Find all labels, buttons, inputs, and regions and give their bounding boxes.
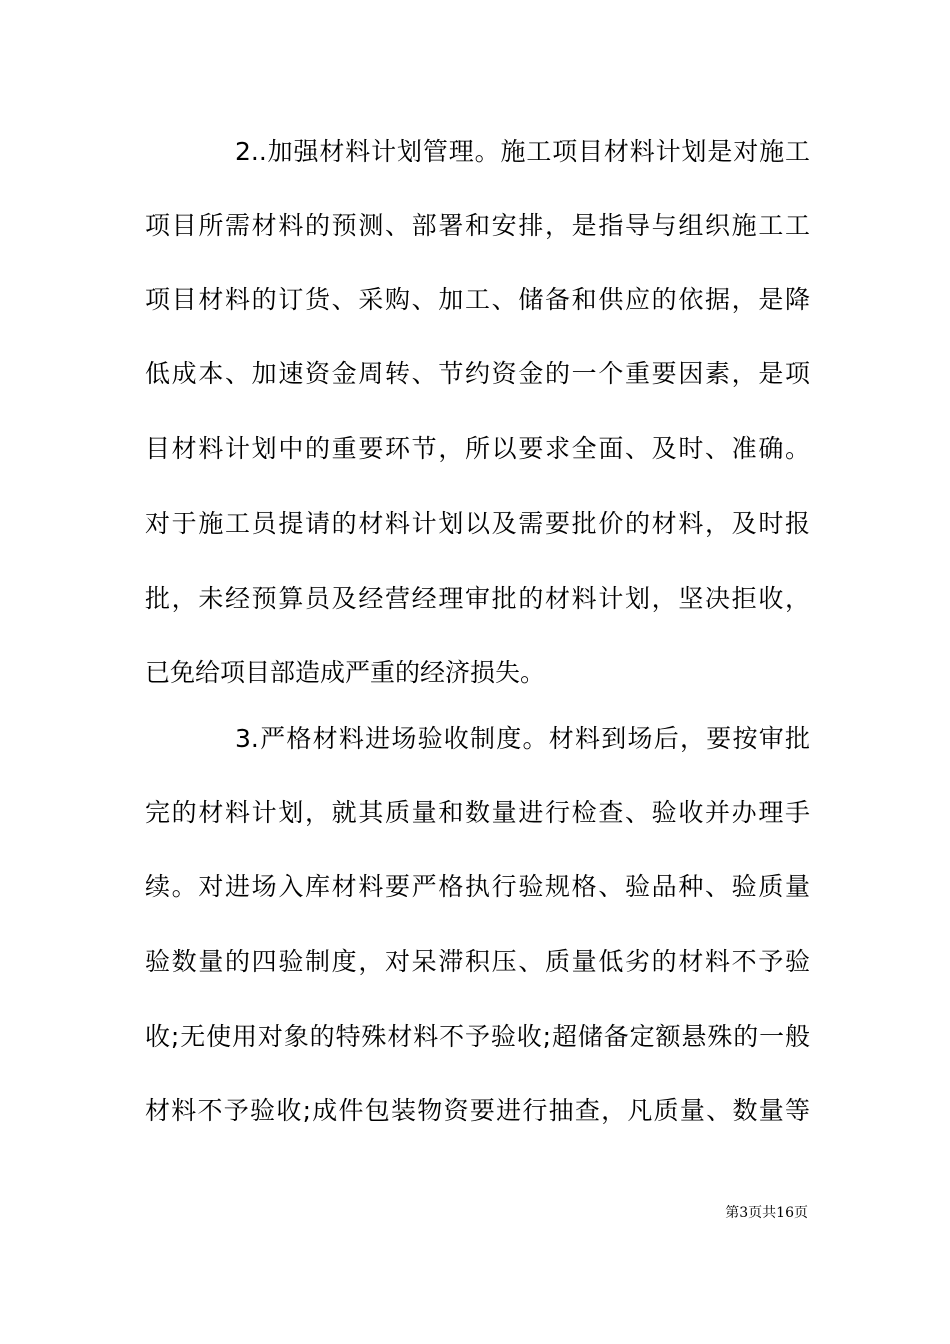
paragraph-line: 验数量的四验制度，对呆滞积压、质量低劣的材料不予验 [145,947,810,976]
paragraph-line: 已免给项目部造成严重的经济损失。 [145,658,546,687]
paragraph-line: 2..加强材料计划管理。施工项目材料计划是对施工 [235,137,810,166]
paragraph-line: 低成本、加速资金周转、节约资金的一个重要因素，是项 [145,359,810,388]
paragraph-line: 3.严格材料进场验收制度。材料到场后，要按审批 [235,724,810,753]
paragraph-line: 收;无使用对象的特殊材料不予验收;超储备定额悬殊的一般 [145,1022,810,1051]
paragraph-line: 项目所需材料的预测、部署和安排，是指导与组织施工工 [145,211,810,240]
paragraph-line: 批，未经预算员及经营经理审批的材料计划，坚决拒收， [145,584,810,613]
paragraph-line: 项目材料的订货、采购、加工、储备和供应的依据，是降 [145,285,810,314]
paragraph-line: 目材料计划中的重要环节，所以要求全面、及时、准确。 [145,434,810,463]
paragraph-line: 续。对进场入库材料要严格执行验规格、验品种、验质量 [145,872,810,901]
paragraph-line: 对于施工员提请的材料计划以及需要批价的材料，及时报 [145,509,810,538]
page-number-footer: 第3页共16页 [725,1205,808,1221]
paragraph-line: 材料不予验收;成件包装物资要进行抽查，凡质量、数量等 [145,1096,810,1125]
paragraph-line: 完的材料计划，就其质量和数量进行检查、验收并办理手 [145,798,810,827]
